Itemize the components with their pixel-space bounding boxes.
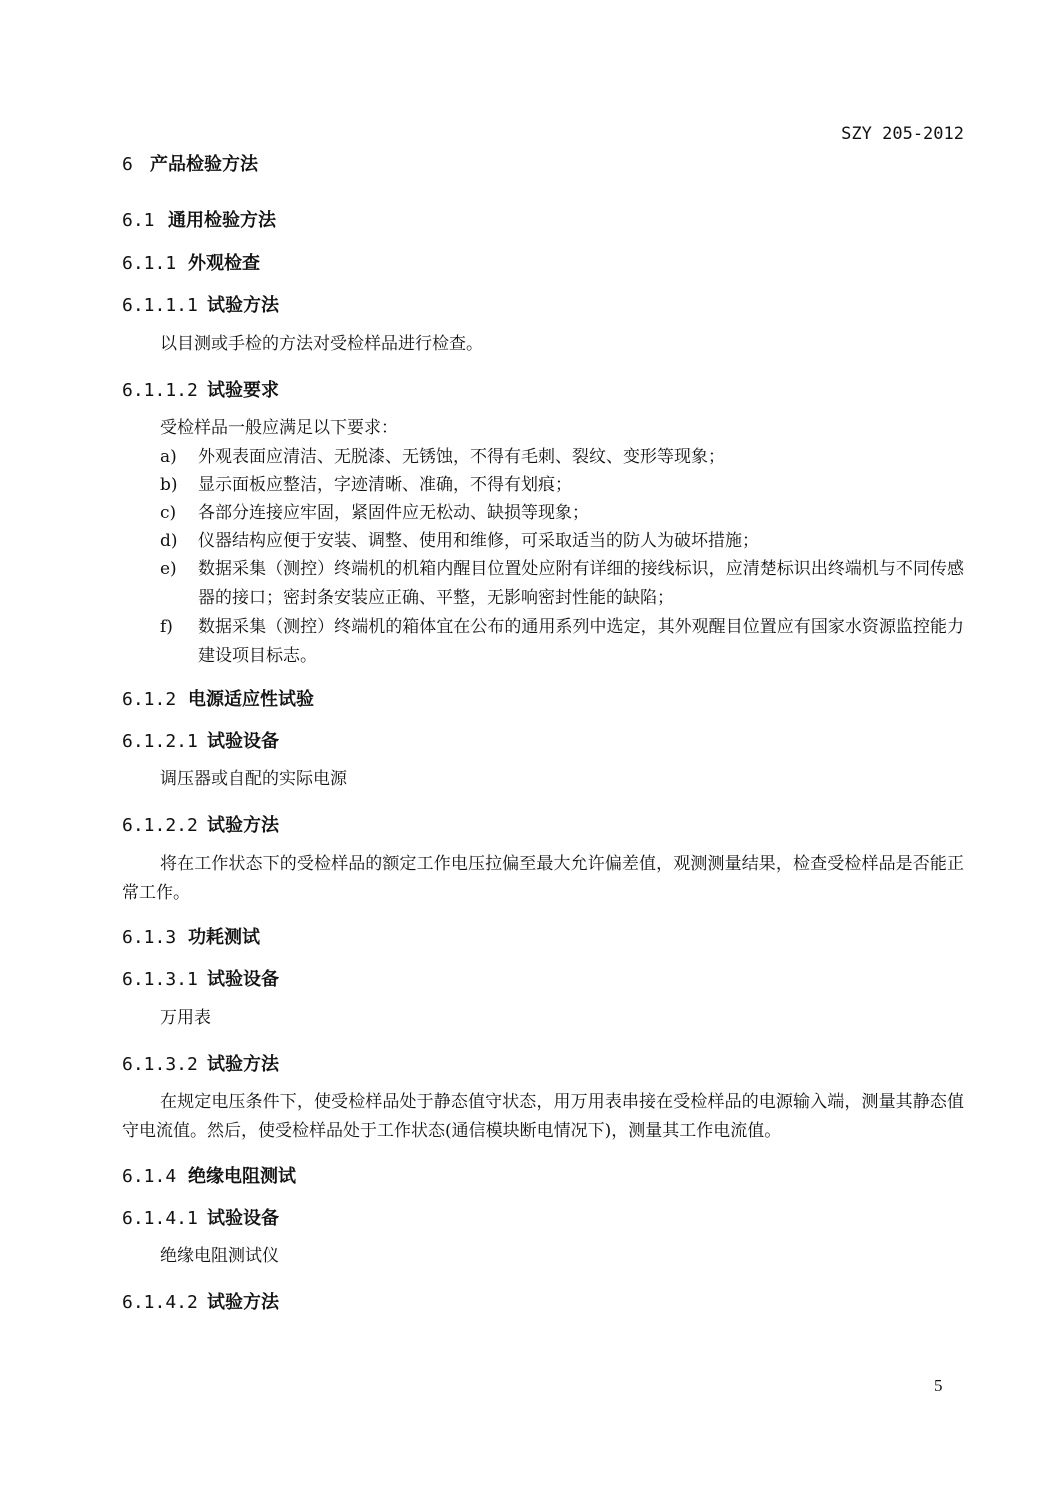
section-heading-6-1-1 xyxy=(122,249,260,275)
section-heading-6-1-1-1 xyxy=(122,291,279,317)
list-marker: b) xyxy=(160,475,178,495)
section-title: 试验方法 xyxy=(207,815,279,836)
section-title: 产品检验方法 xyxy=(150,154,258,175)
section-heading-6-1-4-2 xyxy=(122,1288,279,1314)
section-number: 6.1.1 xyxy=(122,253,177,274)
list-marker: e) xyxy=(160,559,177,579)
paragraph: 受检样品一般应满足以下要求： xyxy=(160,418,398,438)
list-marker: c) xyxy=(160,503,177,523)
paragraph: 将在工作状态下的受检样品的额定工作电压拉偏至最大允许偏差值，观测测量结果，检查受检样品是否能正常工作。 xyxy=(122,854,964,903)
section-heading-6-1-2-2 xyxy=(122,811,279,837)
section-number: 6.1.2.1 xyxy=(122,731,198,752)
section-heading-6 xyxy=(122,150,258,176)
list-text: 外观表面应清洁、无脱漆、无锈蚀，不得有毛刺、裂纹、变形等现象； xyxy=(198,447,725,467)
section-title: 功耗测试 xyxy=(188,927,260,948)
page-number: 5 xyxy=(934,1376,943,1395)
list-item xyxy=(160,499,964,528)
list-marker: a) xyxy=(160,447,177,467)
list-item xyxy=(160,527,964,556)
section-title: 试验要求 xyxy=(207,380,279,401)
section-number: 6.1.1.2 xyxy=(122,380,198,401)
section-heading-6-1-4-1 xyxy=(122,1204,279,1230)
section-heading-6-1-3 xyxy=(122,923,260,949)
section-title: 试验设备 xyxy=(207,1208,279,1229)
section-number: 6.1 xyxy=(122,210,155,231)
section-heading-6-1-1-2 xyxy=(122,376,279,402)
section-number: 6.1.3.1 xyxy=(122,969,198,990)
section-title: 试验方法 xyxy=(207,1292,279,1313)
section-heading-6-1-3-2 xyxy=(122,1050,279,1076)
list-text: 数据采集（测控）终端机的机箱内醒目位置处应附有详细的接线标识，应清楚标识出终端机与不同传感器的接口；密封条安装应正确、平整，无影响密封性能的缺陷； xyxy=(198,559,964,608)
section-number: 6.1.1.1 xyxy=(122,295,198,316)
section-title: 试验方法 xyxy=(207,1054,279,1075)
section-title: 外观检查 xyxy=(188,253,260,274)
section-title: 试验设备 xyxy=(207,969,279,990)
list-text: 各部分连接应牢固，紧固件应无松动、缺损等现象； xyxy=(198,503,589,523)
list-text: 显示面板应整洁，字迹清晰、准确，不得有划痕； xyxy=(198,475,572,495)
section-number: 6.1.4.2 xyxy=(122,1292,198,1313)
section-heading-6-1-4 xyxy=(122,1162,296,1188)
section-heading-6-1 xyxy=(122,206,276,232)
list-item xyxy=(160,613,964,671)
list-text: 数据采集（测控）终端机的箱体宜在公布的通用系列中选定，其外观醒目位置应有国家水资源监控能力建设项目标志。 xyxy=(198,617,964,666)
paragraph: 在规定电压条件下，使受检样品处于静态值守状态，用万用表串接在受检样品的电源输入端，测量其静态值守电流值。然后，使受检样品处于工作状态(通信模块断电情况下)，测量其工作电流值。 xyxy=(122,1092,964,1141)
section-title: 试验设备 xyxy=(207,731,279,752)
list-marker: d) xyxy=(160,531,178,551)
section-heading-6-1-3-1 xyxy=(122,965,279,991)
section-title: 电源适应性试验 xyxy=(188,689,314,710)
section-number: 6.1.4.1 xyxy=(122,1208,198,1229)
section-title: 绝缘电阻测试 xyxy=(188,1166,296,1187)
section-heading-6-1-2 xyxy=(122,685,314,711)
paragraph: 万用表 xyxy=(160,1008,211,1028)
section-number: 6 xyxy=(122,154,133,175)
paragraph: 绝缘电阻测试仪 xyxy=(160,1246,279,1266)
paragraph: 以目测或手检的方法对受检样品进行检查。 xyxy=(160,334,483,354)
list-item xyxy=(160,555,964,613)
section-number: 6.1.2.2 xyxy=(122,815,198,836)
standard-code: SZY 205-2012 xyxy=(841,124,964,144)
list-item xyxy=(160,443,964,472)
list-text: 仪器结构应便于安装、调整、使用和维修，可采取适当的防人为破坏措施； xyxy=(198,531,759,551)
list-marker: f) xyxy=(160,617,173,637)
section-title: 试验方法 xyxy=(207,295,279,316)
paragraph: 调压器或自配的实际电源 xyxy=(160,769,347,789)
list-item xyxy=(160,471,964,500)
section-number: 6.1.4 xyxy=(122,1166,177,1187)
section-heading-6-1-2-1 xyxy=(122,727,279,753)
section-number: 6.1.2 xyxy=(122,689,177,710)
section-number: 6.1.3.2 xyxy=(122,1054,198,1075)
section-title: 通用检验方法 xyxy=(168,210,276,231)
section-number: 6.1.3 xyxy=(122,927,177,948)
